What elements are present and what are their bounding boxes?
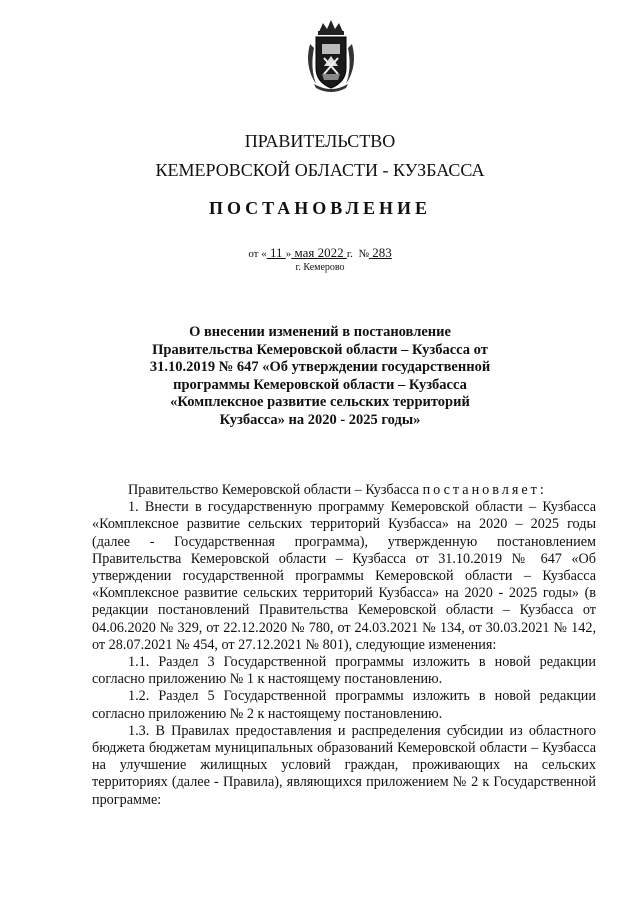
doc-number-prefix: № [358, 248, 369, 260]
date-year-suffix: г. [346, 248, 353, 260]
date-quote-close: » [285, 248, 292, 260]
paragraph-1-1: 1.1. Раздел 3 Государственной программы изложить в новой редакции согласно приложению № 1 к настоящему постановлению. [92, 654, 596, 688]
intro-spaced-word: постановляет: [422, 482, 547, 498]
subject-line: О внесении изменений в постановление [189, 324, 451, 340]
intro-text: Правительство Кемеровской области – Кузбасса [128, 482, 423, 498]
subject-line: Кузбасса» на 2020 - 2025 годы» [219, 411, 421, 428]
date-from-prefix: от « [248, 248, 267, 260]
coat-of-arms-emblem [302, 18, 360, 94]
subject-line: программы Кемеровской области – Кузбасса [173, 376, 467, 393]
city-name: г. Кемерово [295, 262, 345, 273]
document-body [92, 482, 596, 809]
subject-heading [140, 324, 500, 429]
paragraph-1-3: 1.3. В Правилах предоставления и распределения субсидии из областного бюджета бюджетам муниципальных образований Кемеровской области – Кузбасса на улучшение жилищных условий граждан, проживающих на сельских территориях (далее - Правила), являющихся приложением № 2 к Государственной программе: [92, 722, 596, 808]
paragraph-1-2: 1.2. Раздел 5 Государственной программы изложить в новой редакции согласно приложению № 2 к настоящему постановлению. [92, 688, 596, 722]
doc-number: 283 [368, 245, 392, 260]
subject-line: Правительства Кемеровской области – Кузбасса от [152, 341, 488, 358]
government-line-2: КЕМЕРОВСКОЙ ОБЛАСТИ - КУЗБАССА [155, 160, 485, 180]
intro-paragraph [92, 482, 596, 499]
date-day: 11 [266, 245, 286, 260]
date-number-line [0, 245, 640, 261]
government-line-1: ПРАВИТЕЛЬСТВО [244, 131, 396, 151]
document-type-title: ПОСТАНОВЛЕНИЕ [208, 198, 432, 218]
date-month-year: мая 2022 [291, 245, 347, 260]
subject-line: «Комплексное развитие сельских территорий [170, 394, 470, 410]
paragraph-1: 1. Внести в государственную программу Кемеровской области – Кузбасса «Комплексное развитие сельских территорий Кузбасса» на 2020 – 2025 годы (далее - Государственная программа), утвержденную постановлением Правительства Кемеровской области – Кузбасса от 31.10.2019 № 647 «Об утверждении государственной программы Кемеровской области – Кузбасса «Комплексное развитие сельских территорий Кузбасса» на 2020 - 2025 годы» (в редакции постановлений Правительства Кемеровской области – Кузбасса от 04.06.2020 № 329, от 22.12.2020 № 780, от 24.03.2021 № 134, от 30.03.2021 № 142, от 28.07.2021 № 454, от 27.12.2021 № 801), следующие изменения: [92, 499, 596, 653]
subject-line: 31.10.2019 № 647 «Об утверждении государственной [149, 359, 491, 375]
